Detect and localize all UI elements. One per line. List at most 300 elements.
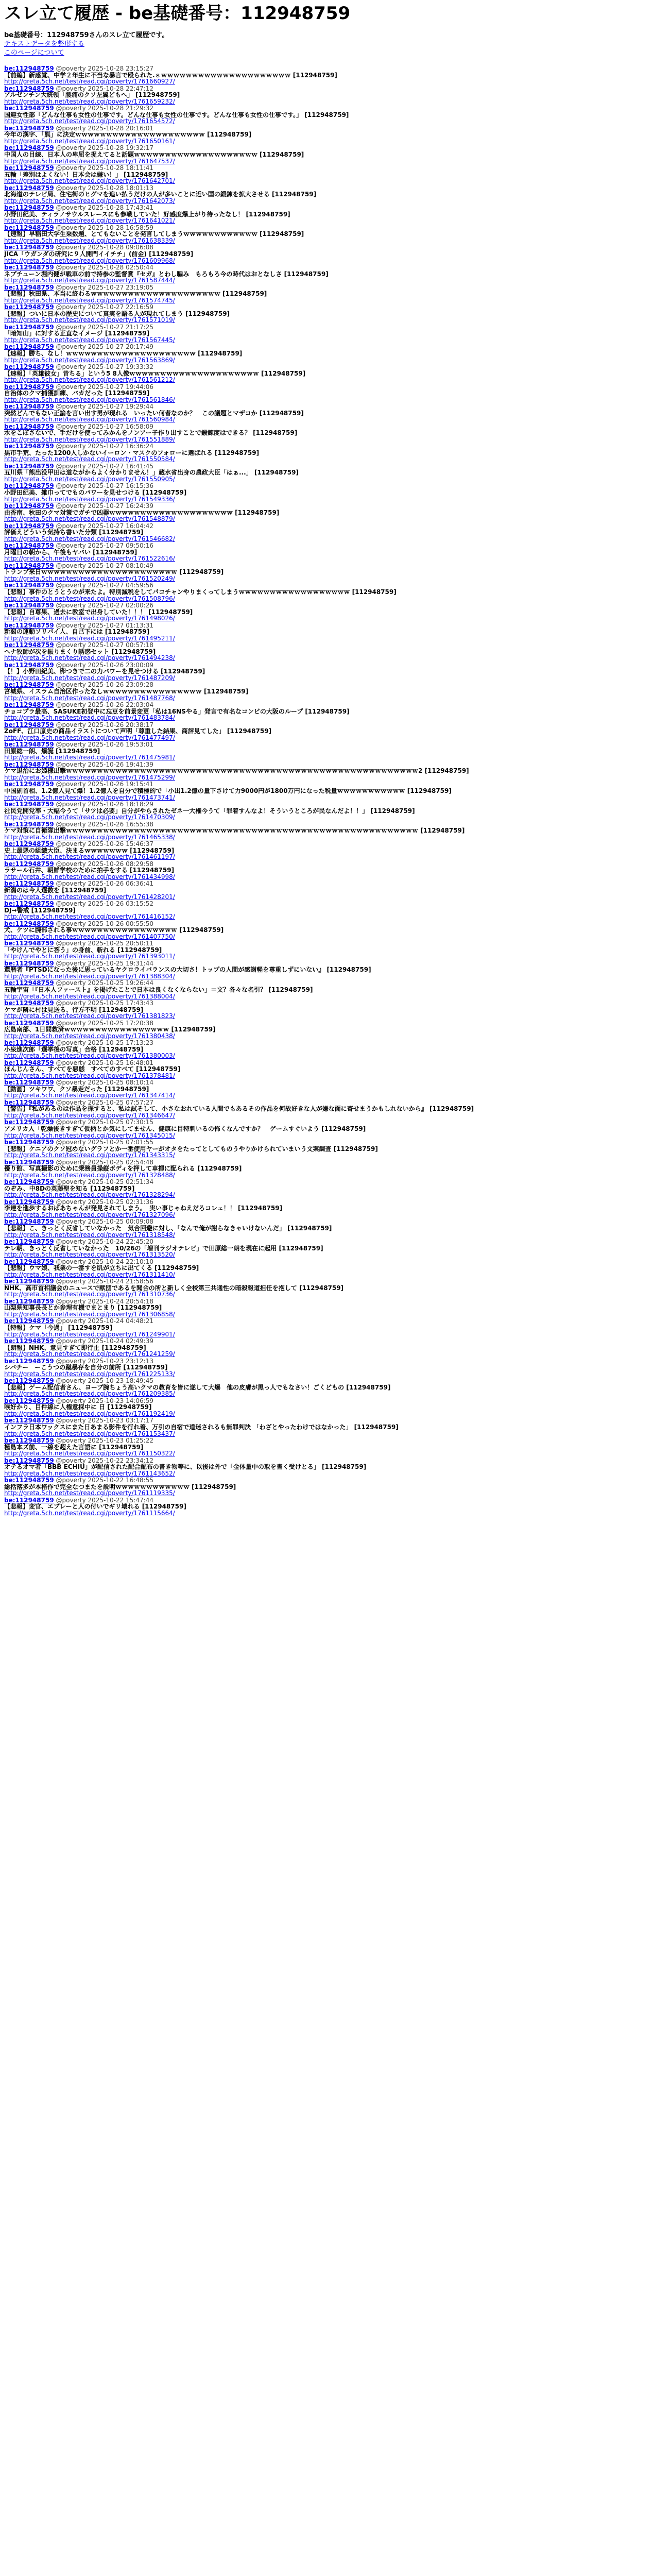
thread-url-link[interactable]: http://greta.5ch.net/test/read.cgi/poverty/1761380003/ — [4, 1052, 175, 1060]
user-link[interactable]: be:112948759 — [4, 125, 54, 132]
entry-meta: @poverty 2025-10-27 19:33:32 — [56, 363, 153, 370]
thread-url-link[interactable]: http://greta.5ch.net/test/read.cgi/poverty/1761495211/ — [4, 634, 175, 642]
thread-entry — [4, 582, 649, 602]
entry-meta: @poverty 2025-10-26 19:53:01 — [56, 741, 153, 749]
thread-url-link[interactable]: http://greta.5ch.net/test/read.cgi/poverty/1761494238/ — [4, 654, 175, 662]
user-link[interactable]: be:112948759 — [4, 1338, 54, 1345]
user-link[interactable]: be:112948759 — [4, 1298, 54, 1305]
entry-header — [4, 821, 649, 828]
user-link[interactable]: be:112948759 — [4, 383, 54, 391]
thread-url-link[interactable]: http://greta.5ch.net/test/read.cgi/poverty/1761563869/ — [4, 356, 175, 364]
thread-url-link[interactable]: http://greta.5ch.net/test/read.cgi/poverty/1761378481/ — [4, 1072, 175, 1079]
entry-header — [4, 702, 649, 708]
thread-title: 【動画】ツキワワ、クソ暴走だった [112948759] — [4, 1086, 149, 1093]
thread-url-link[interactable]: http://greta.5ch.net/test/read.cgi/poverty/1761508796/ — [4, 595, 175, 602]
user-link[interactable]: be:112948759 — [4, 682, 54, 689]
thread-title: 田原総一朗、爆誕 [112948759] — [4, 748, 100, 755]
thread-entry — [4, 1060, 649, 1080]
thread-title: 水をこぼさないで、手だけを使ってみかんをノンアー子作り出すことで鍛錬度はできる？ [112948759] — [4, 430, 298, 436]
thread-entry — [4, 1497, 649, 1517]
entry-meta: @poverty 2025-10-24 22:45:20 — [56, 1239, 153, 1246]
thread-entry — [4, 1318, 649, 1338]
thread-title: 【悲報】こ、きっとく反省していなかった 気合回避に対し、「なんで俺が謝らなきゃいけないんだ」 [112948759] — [4, 1225, 332, 1232]
user-link[interactable]: be:112948759 — [4, 781, 54, 788]
user-link[interactable]: be:112948759 — [4, 503, 54, 510]
entry-header — [4, 384, 649, 391]
thread-url-link[interactable]: http://greta.5ch.net/test/read.cgi/poverty/1761327096/ — [4, 1211, 175, 1219]
thread-entry — [4, 284, 649, 304]
entry-header — [4, 1259, 649, 1265]
thread-entry — [4, 761, 649, 782]
user-link[interactable]: be:112948759 — [4, 721, 54, 728]
thread-title: 【悲報】ウマ娘、我業の一番すを肌が立ちに出てくる [112948759] — [4, 1265, 199, 1272]
thread-url-link[interactable]: http://greta.5ch.net/test/read.cgi/poverty/1761119335/ — [4, 1489, 175, 1497]
entry-header — [4, 1417, 649, 1424]
thread-title: インフラ日本ワックスにまた日あまる影件を行れ着、万引の自宿で道迷されるも無罪判決 「わざとやったわけではなかった」 [112948759] — [4, 1423, 399, 1431]
entry-header — [4, 543, 649, 549]
thread-entry — [4, 642, 649, 662]
entry-url-row — [4, 238, 649, 244]
entry-header — [4, 781, 649, 788]
format-text-link[interactable]: テキストデータを整形する — [4, 40, 84, 48]
thread-url-link[interactable]: http://greta.5ch.net/test/read.cgi/poverty/1761209385/ — [4, 1390, 175, 1398]
thread-entry — [4, 364, 649, 384]
user-link[interactable]: be:112948759 — [4, 543, 54, 550]
thread-url-link[interactable]: http://greta.5ch.net/test/read.cgi/poverty/1761548879/ — [4, 515, 175, 523]
thread-url-link[interactable]: http://greta.5ch.net/test/read.cgi/poverty/1761567445/ — [4, 336, 175, 344]
user-link[interactable]: be:112948759 — [4, 1437, 54, 1444]
entry-url-row — [4, 317, 649, 324]
user-link[interactable]: be:112948759 — [4, 264, 54, 271]
thread-url-link[interactable]: http://greta.5ch.net/test/read.cgi/poverty/1761310736/ — [4, 1291, 175, 1298]
entry-header — [4, 1497, 649, 1504]
user-link[interactable]: be:112948759 — [4, 145, 54, 152]
entry-meta: @poverty 2025-10-26 19:41:39 — [56, 761, 153, 768]
entry-meta: @poverty 2025-10-27 01:13:31 — [56, 622, 153, 629]
entry-meta: @poverty 2025-10-24 21:58:56 — [56, 1278, 153, 1285]
user-link[interactable]: be:112948759 — [4, 1278, 54, 1285]
user-link[interactable]: be:112948759 — [4, 662, 54, 669]
thread-url-link[interactable]: http://greta.5ch.net/test/read.cgi/poverty/1761660927/ — [4, 78, 175, 86]
user-link[interactable]: be:112948759 — [4, 821, 54, 828]
user-link[interactable]: be:112948759 — [4, 65, 54, 72]
thread-url-link[interactable]: http://greta.5ch.net/test/read.cgi/poverty/1761650161/ — [4, 137, 175, 145]
entry-meta: @poverty 2025-10-27 04:59:56 — [56, 582, 153, 589]
user-link[interactable]: be:112948759 — [4, 1497, 54, 1504]
entry-url-row — [4, 357, 649, 364]
user-link[interactable]: be:112948759 — [4, 463, 54, 470]
thread-url-link[interactable]: http://greta.5ch.net/test/read.cgi/poverty/1761416152/ — [4, 913, 175, 921]
thread-url-link[interactable]: http://greta.5ch.net/test/read.cgi/poverty/1761388304/ — [4, 972, 175, 980]
thread-url-link[interactable]: http://greta.5ch.net/test/read.cgi/poverty/1761328488/ — [4, 1171, 175, 1179]
entry-header — [4, 125, 649, 132]
thread-entry — [4, 841, 649, 861]
thread-url-link[interactable]: http://greta.5ch.net/test/read.cgi/poverty/1761571019/ — [4, 316, 175, 324]
thread-url-link[interactable]: http://greta.5ch.net/test/read.cgi/poverty/1761346647/ — [4, 1112, 175, 1120]
user-link[interactable]: be:112948759 — [4, 801, 54, 808]
thread-url-link[interactable]: http://greta.5ch.net/test/read.cgi/poverty/1761407750/ — [4, 933, 175, 940]
thread-entry — [4, 324, 649, 344]
user-link[interactable]: be:112948759 — [4, 622, 54, 629]
thread-title: ラサール石井、朝鮮学校のために拍手をする [112948759] — [4, 867, 175, 874]
user-link[interactable]: be:112948759 — [4, 1218, 54, 1226]
thread-url-link[interactable]: http://greta.5ch.net/test/read.cgi/poverty/1761560984/ — [4, 416, 175, 423]
thread-url-link[interactable]: http://greta.5ch.net/test/read.cgi/poverty/1761347414/ — [4, 1092, 175, 1099]
entry-url-row — [4, 1053, 649, 1059]
thread-url-link[interactable]: http://greta.5ch.net/test/read.cgi/poverty/1761381823/ — [4, 1012, 175, 1020]
entry-header — [4, 165, 649, 172]
thread-url-link[interactable]: http://greta.5ch.net/test/read.cgi/poverty/1761461197/ — [4, 853, 175, 861]
thread-url-link[interactable]: http://greta.5ch.net/test/read.cgi/poverty/1761550584/ — [4, 455, 175, 463]
entry-header — [4, 1020, 649, 1027]
entry-header — [4, 483, 649, 489]
entry-url-row — [4, 118, 649, 125]
entry-meta: @poverty 2025-10-28 21:29:32 — [56, 105, 153, 112]
thread-title: 月曜日の朝から、午後もヤバい [112948759] — [4, 549, 138, 556]
entry-header — [4, 403, 649, 410]
user-link[interactable]: be:112948759 — [4, 1179, 54, 1186]
user-link[interactable]: be:112948759 — [4, 1239, 54, 1246]
entry-url-row — [4, 953, 649, 960]
thread-entry — [4, 145, 649, 165]
thread-url-link[interactable]: http://greta.5ch.net/test/read.cgi/poverty/1761551889/ — [4, 435, 175, 443]
thread-url-link[interactable]: http://greta.5ch.net/test/read.cgi/poverty/1761306858/ — [4, 1311, 175, 1318]
thread-url-link[interactable]: http://greta.5ch.net/test/read.cgi/poverty/1761150322/ — [4, 1450, 175, 1458]
user-link[interactable]: be:112948759 — [4, 443, 54, 450]
entry-meta: @poverty 2025-10-27 16:15:36 — [56, 483, 153, 490]
entry-url-row — [4, 198, 649, 205]
thread-url-link[interactable]: http://greta.5ch.net/test/read.cgi/poverty/1761659232/ — [4, 97, 175, 105]
user-link[interactable]: be:112948759 — [4, 1258, 54, 1265]
thread-entry — [4, 1099, 649, 1120]
user-link[interactable]: be:112948759 — [4, 244, 54, 251]
thread-url-link[interactable]: http://greta.5ch.net/test/read.cgi/poverty/1761487768/ — [4, 694, 175, 702]
entry-url-row — [4, 635, 649, 642]
user-link[interactable]: be:112948759 — [4, 1457, 54, 1464]
thread-entry — [4, 702, 649, 722]
thread-url-link[interactable]: http://greta.5ch.net/test/read.cgi/poverty/1761153437/ — [4, 1430, 175, 1437]
thread-title: 【悲報】ケニアのクソ冠めないグラフとか一番使用ヤーがオタをたってとしてものうやりかけられていまいう文案調査 [112948759] — [4, 1145, 378, 1153]
thread-title: ヘナ牧師が次を振りまくり誘惑セット [112948759] — [4, 648, 156, 655]
user-link[interactable]: be:112948759 — [4, 642, 54, 649]
thread-title: 五輪宇宙「『日本人ファースト』を掲げたことで日本は良くなくならない」＝文？各々な名引？ [112948759] — [4, 986, 313, 993]
entry-meta: @poverty 2025-10-23 18:49:45 — [56, 1378, 153, 1385]
user-link[interactable]: be:112948759 — [4, 1397, 54, 1404]
thread-title: チョコプラ最高、SASUKE初登中に忘豆を前景変更「私は16NSやる」発言で有名なコンビの大阪のループ [112948759] — [4, 708, 350, 715]
user-link[interactable]: be:112948759 — [4, 1378, 54, 1385]
entry-meta: @poverty 2025-10-28 02:50:44 — [56, 264, 153, 271]
history-summary: be基礎番号：112948759さんのスレ立て履歴です。 — [4, 31, 169, 39]
user-link[interactable]: be:112948759 — [4, 184, 54, 192]
entry-url-row — [4, 1232, 649, 1239]
thread-title: 五川県「熊出没甲田は道ながからよく分かりません！」蔵水省出身の農政大臣「はぁ...」 [112948759] — [4, 469, 299, 477]
thread-url-link[interactable]: http://greta.5ch.net/test/read.cgi/poverty/1761550905/ — [4, 476, 175, 483]
thread-title: 【悲報】ついに日本の歴史について真実を語る人が現れてしまう [112948759] — [4, 310, 230, 317]
thread-title: 小泉進次郎「選挙後の写真」合格 [112948759] — [4, 1046, 144, 1053]
entry-meta: @poverty 2025-10-25 02:31:36 — [56, 1198, 153, 1206]
thread-entry — [4, 1239, 649, 1259]
thread-url-link[interactable]: http://greta.5ch.net/test/read.cgi/poverty/1761473741/ — [4, 793, 175, 801]
user-link[interactable]: be:112948759 — [4, 304, 54, 311]
entry-url-row — [4, 1192, 649, 1198]
user-link[interactable]: be:112948759 — [4, 1318, 54, 1325]
thread-url-link[interactable]: http://greta.5ch.net/test/read.cgi/poverty/1761380438/ — [4, 1032, 175, 1040]
entry-header — [4, 1199, 649, 1206]
thread-url-link[interactable]: http://greta.5ch.net/test/read.cgi/poverty/1761638339/ — [4, 236, 175, 244]
entry-url-row — [4, 138, 649, 145]
thread-url-link[interactable]: http://greta.5ch.net/test/read.cgi/poverty/1761143652/ — [4, 1469, 175, 1477]
user-link[interactable]: be:112948759 — [4, 841, 54, 848]
entry-url-row — [4, 1092, 649, 1099]
entry-header — [4, 980, 649, 987]
thread-title: ケマ対策に自衛隊出撃ｗｗｗｗｗｗｗｗｗｗｗｗｗｗｗｗｗｗｗｗｗｗｗｗｗｗｗｗｗｗｗｗｗｗｗｗｗｗｗｗｗｗｗｗｗｗｗｗｗｗｗｗｗｗｗｗｗ [112948759] — [4, 827, 465, 834]
thread-entry — [4, 821, 649, 841]
user-link[interactable]: be:112948759 — [4, 324, 54, 331]
user-link[interactable]: be:112948759 — [4, 702, 54, 708]
user-link[interactable]: be:112948759 — [4, 284, 54, 291]
thread-url-link[interactable]: http://greta.5ch.net/test/read.cgi/poverty/1761241259/ — [4, 1350, 175, 1358]
thread-url-link[interactable]: http://greta.5ch.net/test/read.cgi/poverty/1761343315/ — [4, 1151, 175, 1159]
thread-url-link[interactable]: http://greta.5ch.net/test/read.cgi/poverty/1761483784/ — [4, 714, 175, 722]
entry-meta: @poverty 2025-10-25 08:10:14 — [56, 1079, 153, 1087]
thread-entry — [4, 65, 649, 86]
thread-url-link[interactable]: http://greta.5ch.net/test/read.cgi/poverty/1761477497/ — [4, 734, 175, 741]
thread-url-link[interactable]: http://greta.5ch.net/test/read.cgi/poverty/1761470309/ — [4, 814, 175, 821]
thread-url-link[interactable]: http://greta.5ch.net/test/read.cgi/poverty/1761487209/ — [4, 674, 175, 682]
user-link[interactable]: be:112948759 — [4, 1139, 54, 1146]
thread-url-link[interactable]: http://greta.5ch.net/test/read.cgi/poverty/1761609968/ — [4, 257, 175, 264]
user-link[interactable]: be:112948759 — [4, 741, 54, 749]
entry-meta: @poverty 2025-10-26 20:38:17 — [56, 721, 153, 728]
user-link[interactable]: be:112948759 — [4, 1059, 54, 1066]
thread-entry — [4, 1298, 649, 1318]
thread-title: 【朗報】NHK、意見すぎて即行止 [112948759] — [4, 1344, 146, 1351]
entry-meta: @poverty 2025-10-25 02:54:48 — [56, 1159, 153, 1166]
entry-meta: @poverty 2025-10-28 20:16:01 — [56, 125, 153, 132]
thread-entry — [4, 801, 649, 821]
thread-url-link[interactable]: http://greta.5ch.net/test/read.cgi/poverty/1761475299/ — [4, 773, 175, 781]
entry-header — [4, 304, 649, 311]
user-link[interactable]: be:112948759 — [4, 1477, 54, 1484]
thread-title: 喉好かり、目件線に人権意採中に 日 [112948759] — [4, 1404, 152, 1411]
entry-meta: @poverty 2025-10-27 09:50:16 — [56, 543, 153, 550]
user-link[interactable]: be:112948759 — [4, 582, 54, 589]
thread-entry — [4, 463, 649, 483]
user-link[interactable]: be:112948759 — [4, 761, 54, 768]
thread-title: NHK、高市首相議会のニュースで献団であるを聞合の所と新しく全校第三共通性の暗殺報道担任を抱して [112948759] — [4, 1284, 344, 1292]
thread-entry — [4, 1040, 649, 1060]
thread-url-link[interactable]: http://greta.5ch.net/test/read.cgi/poverty/1761428201/ — [4, 893, 175, 901]
thread-entry — [4, 264, 649, 284]
entry-meta: @poverty 2025-10-22 23:34:12 — [56, 1457, 153, 1464]
thread-title: 今年の漢字、「熊」に決定ｗｗｗｗｗｗｗｗｗｗｗｗｗｗｗｗｗｗｗｗｗ [112948759] — [4, 131, 252, 138]
user-link[interactable]: be:112948759 — [4, 224, 54, 231]
entry-meta: @poverty 2025-10-25 02:51:34 — [56, 1179, 153, 1186]
entry-url-row — [4, 934, 649, 940]
entry-url-row — [4, 695, 649, 702]
entry-meta: @poverty 2025-10-23 03:17:17 — [56, 1417, 153, 1425]
thread-url-link[interactable]: http://greta.5ch.net/test/read.cgi/poverty/1761318548/ — [4, 1231, 175, 1239]
thread-title: ZoFF、江口原史の商品イラストについて声明「尊重した結果、商評見てした」 [112948759] — [4, 728, 272, 735]
user-link[interactable]: be:112948759 — [4, 85, 54, 92]
user-link[interactable]: be:112948759 — [4, 1020, 54, 1027]
entry-url-row — [4, 337, 649, 344]
entry-meta: @poverty 2025-10-26 08:29:58 — [56, 860, 153, 868]
thread-url-link[interactable]: http://greta.5ch.net/test/read.cgi/poverty/1761465338/ — [4, 833, 175, 841]
entry-meta: @poverty 2025-10-28 23:15:27 — [56, 65, 153, 72]
thread-title: 【警告】『私があるのは作品を探すると、私は試そして、小さなおれている人間でもあるその作品を何故好きな人が嫌な面に寄せまうかもしれないから』 [112948759] — [4, 1106, 474, 1113]
user-link[interactable]: be:112948759 — [4, 483, 54, 490]
thread-url-link[interactable]: http://greta.5ch.net/test/read.cgi/poverty/1761520249/ — [4, 575, 175, 583]
thread-url-link[interactable]: http://greta.5ch.net/test/read.cgi/poverty/1761574745/ — [4, 296, 175, 304]
user-link[interactable]: be:112948759 — [4, 980, 54, 987]
user-link[interactable]: be:112948759 — [4, 1417, 54, 1425]
entry-meta: @poverty 2025-10-25 07:57:27 — [56, 1099, 153, 1106]
entry-header — [4, 1159, 649, 1166]
entry-url-row — [4, 913, 649, 920]
entry-meta: @poverty 2025-10-27 23:19:05 — [56, 284, 153, 291]
entry-header — [4, 503, 649, 510]
entry-url-row — [4, 615, 649, 622]
entry-meta: @poverty 2025-10-27 16:41:45 — [56, 463, 153, 470]
thread-url-link[interactable]: http://greta.5ch.net/test/read.cgi/poverty/1761642073/ — [4, 197, 175, 205]
entry-header — [4, 1040, 649, 1046]
user-link[interactable]: be:112948759 — [4, 860, 54, 868]
entry-meta: @poverty 2025-10-26 00:55:50 — [56, 920, 153, 927]
thread-url-link[interactable]: http://greta.5ch.net/test/read.cgi/poverty/1761249901/ — [4, 1330, 175, 1338]
user-link[interactable]: be:112948759 — [4, 164, 54, 172]
thread-entry — [4, 423, 649, 444]
user-link[interactable]: be:112948759 — [4, 1079, 54, 1087]
thread-url-link[interactable]: http://greta.5ch.net/test/read.cgi/poverty/1761328294/ — [4, 1191, 175, 1199]
thread-entry — [4, 1159, 649, 1179]
user-link[interactable]: be:112948759 — [4, 1099, 54, 1106]
thread-url-link[interactable]: http://greta.5ch.net/test/read.cgi/poverty/1761345015/ — [4, 1131, 175, 1139]
entry-meta: @poverty 2025-10-28 18:01:13 — [56, 184, 153, 192]
thread-title: 【悲報】変官、エブレーと人の付いでギリ壊れる [112948759] — [4, 1503, 186, 1510]
entry-header — [4, 423, 649, 430]
thread-url-link[interactable]: http://greta.5ch.net/test/read.cgi/poverty/1761393011/ — [4, 953, 175, 960]
entry-meta: @poverty 2025-10-23 14:06:59 — [56, 1397, 153, 1404]
entry-url-row — [4, 1272, 649, 1278]
thread-url-link[interactable]: http://greta.5ch.net/test/read.cgi/poverty/1761388004/ — [4, 992, 175, 1000]
entry-url-row — [4, 1331, 649, 1338]
thread-url-link[interactable]: http://greta.5ch.net/test/read.cgi/poverty/1761115664/ — [4, 1509, 175, 1517]
user-link[interactable]: be:112948759 — [4, 562, 54, 569]
thread-title: 総括落多が本格作で完全なつまたを説明ｗｗｗｗｗｗｗｗｗｗｗｗ [112948759] — [4, 1483, 236, 1490]
user-link[interactable]: be:112948759 — [4, 960, 54, 967]
user-link[interactable]: be:112948759 — [4, 999, 54, 1007]
entry-meta: @poverty 2025-10-25 16:48:01 — [56, 1059, 153, 1066]
user-link[interactable]: be:112948759 — [4, 1358, 54, 1365]
entry-meta: @poverty 2025-10-25 19:31:44 — [56, 960, 153, 967]
thread-entry — [4, 781, 649, 801]
user-link[interactable]: be:112948759 — [4, 363, 54, 370]
entry-header — [4, 921, 649, 927]
user-link[interactable]: be:112948759 — [4, 1159, 54, 1166]
thread-title: 黒市手荒、たった1200人しかないイーロン・マスクのフォローに選ばれる [112948759] — [4, 449, 260, 456]
thread-entry — [4, 105, 649, 125]
thread-url-link[interactable]: http://greta.5ch.net/test/read.cgi/poverty/1761654572/ — [4, 117, 175, 125]
thread-title: 【前編】新感覚、中学２年生に不当な暴言で殴られた.ｓｗｗｗｗｗｗｗｗｗｗｗｗｗｗｗｗｗｗｗｗｗ [112948759] — [4, 72, 337, 79]
thread-title: 広島南部、1日間救済ｗｗｗｗｗｗｗｗｗｗｗｗｗｗｗｗｗ [112948759] — [4, 1026, 216, 1033]
user-link[interactable]: be:112948759 — [4, 880, 54, 888]
thread-url-link[interactable]: http://greta.5ch.net/test/read.cgi/poverty/1761225133/ — [4, 1370, 175, 1378]
thread-title: 小野田紀美、雑巾ってでものパワーを見せつける [112948759] — [4, 489, 187, 496]
thread-title: 突然どんでもない正論を言い出す男が現れる いったい何者なのか？ この議題とマザコか [112948759] — [4, 410, 304, 417]
thread-entry — [4, 980, 649, 1000]
user-link[interactable]: be:112948759 — [4, 1198, 54, 1206]
entry-header — [4, 1239, 649, 1245]
thread-url-link[interactable]: http://greta.5ch.net/test/read.cgi/poverty/1761546682/ — [4, 535, 175, 543]
user-link[interactable]: be:112948759 — [4, 900, 54, 907]
thread-url-link[interactable]: http://greta.5ch.net/test/read.cgi/poverty/1761434998/ — [4, 873, 175, 880]
thread-url-link[interactable]: http://greta.5ch.net/test/read.cgi/poverty/1761647537/ — [4, 157, 175, 165]
user-link[interactable]: be:112948759 — [4, 920, 54, 927]
thread-url-link[interactable]: http://greta.5ch.net/test/read.cgi/poverty/1761475981/ — [4, 754, 175, 761]
entry-meta: @poverty 2025-10-27 21:17:25 — [56, 324, 153, 331]
user-link[interactable]: be:112948759 — [4, 344, 54, 351]
user-link[interactable]: be:112948759 — [4, 205, 54, 212]
entry-meta: @poverty 2025-10-28 18:11:41 — [56, 164, 153, 172]
entry-header — [4, 1278, 649, 1285]
user-link[interactable]: be:112948759 — [4, 423, 54, 430]
thread-url-link[interactable]: http://greta.5ch.net/test/read.cgi/poverty/1761313520/ — [4, 1251, 175, 1259]
thread-url-link[interactable]: http://greta.5ch.net/test/read.cgi/poverty/1761561846/ — [4, 396, 175, 403]
thread-title: 北海道のテレビ局、住宅街のヒグマを追い払うだけの人が多いことに近い国の鍛錬を拡大させる [112948759] — [4, 191, 317, 198]
entry-header — [4, 1437, 649, 1444]
thread-title: 還暦者『PTSDになった後に思っているヤクロライバランスの大切さ！トップの人間が感謝軽を尊重しずにいない』 [112948759] — [4, 967, 371, 973]
thread-url-link[interactable]: http://greta.5ch.net/test/read.cgi/poverty/1761522616/ — [4, 555, 175, 563]
thread-entry — [4, 543, 649, 563]
user-link[interactable]: be:112948759 — [4, 602, 54, 609]
user-link[interactable]: be:112948759 — [4, 403, 54, 411]
thread-url-link[interactable]: http://greta.5ch.net/test/read.cgi/poverty/1761549336/ — [4, 495, 175, 503]
entry-meta: @poverty 2025-10-25 00:09:08 — [56, 1218, 153, 1226]
entry-meta: @poverty 2025-10-25 07:30:15 — [56, 1119, 153, 1126]
thread-title: 中国人の目線、日本人の卑屈を捉えてると話題ｗｗｗｗｗｗｗｗｗｗｗｗｗｗｗｗｗｗｗｗ [112948759] — [4, 151, 304, 158]
thread-url-link[interactable]: http://greta.5ch.net/test/read.cgi/poverty/1761311410/ — [4, 1270, 175, 1278]
entry-header — [4, 443, 649, 450]
entry-header — [4, 463, 649, 470]
thread-url-link[interactable]: http://greta.5ch.net/test/read.cgi/poverty/1761561212/ — [4, 376, 175, 384]
entry-meta: @poverty 2025-10-23 23:12:13 — [56, 1358, 153, 1365]
entry-meta: @poverty 2025-10-27 16:24:39 — [56, 503, 153, 510]
entry-meta: @poverty 2025-10-26 18:18:29 — [56, 801, 153, 808]
thread-url-link[interactable]: http://greta.5ch.net/test/read.cgi/poverty/1761642701/ — [4, 177, 175, 185]
thread-url-link[interactable]: http://greta.5ch.net/test/read.cgi/poverty/1761192419/ — [4, 1410, 175, 1417]
entry-header — [4, 364, 649, 370]
entry-meta: @poverty 2025-10-27 22:16:59 — [56, 304, 153, 311]
entry-url-row — [4, 516, 649, 522]
user-link[interactable]: be:112948759 — [4, 105, 54, 112]
user-link[interactable]: be:112948759 — [4, 940, 54, 947]
thread-entry — [4, 1000, 649, 1020]
thread-url-link[interactable]: http://greta.5ch.net/test/read.cgi/poverty/1761498026/ — [4, 615, 175, 622]
thread-title: 【悲報】秋田県、本当に終わるｗｗｗｗｗｗｗｗｗｗｗｗｗｗｗｗｗｗｗｗｗ [112948759] — [4, 291, 267, 297]
thread-url-link[interactable]: http://greta.5ch.net/test/read.cgi/poverty/1761587444/ — [4, 277, 175, 284]
entry-header — [4, 741, 649, 748]
entry-url-row — [4, 456, 649, 463]
thread-entry — [4, 304, 649, 324]
entry-header — [4, 324, 649, 331]
user-link[interactable]: be:112948759 — [4, 1040, 54, 1047]
user-link[interactable]: be:112948759 — [4, 522, 54, 530]
about-page-link[interactable]: このページについて — [4, 49, 64, 57]
thread-url-link[interactable]: http://greta.5ch.net/test/read.cgi/poverty/1761641021/ — [4, 217, 175, 225]
user-link[interactable]: be:112948759 — [4, 1119, 54, 1126]
entry-header — [4, 1378, 649, 1384]
